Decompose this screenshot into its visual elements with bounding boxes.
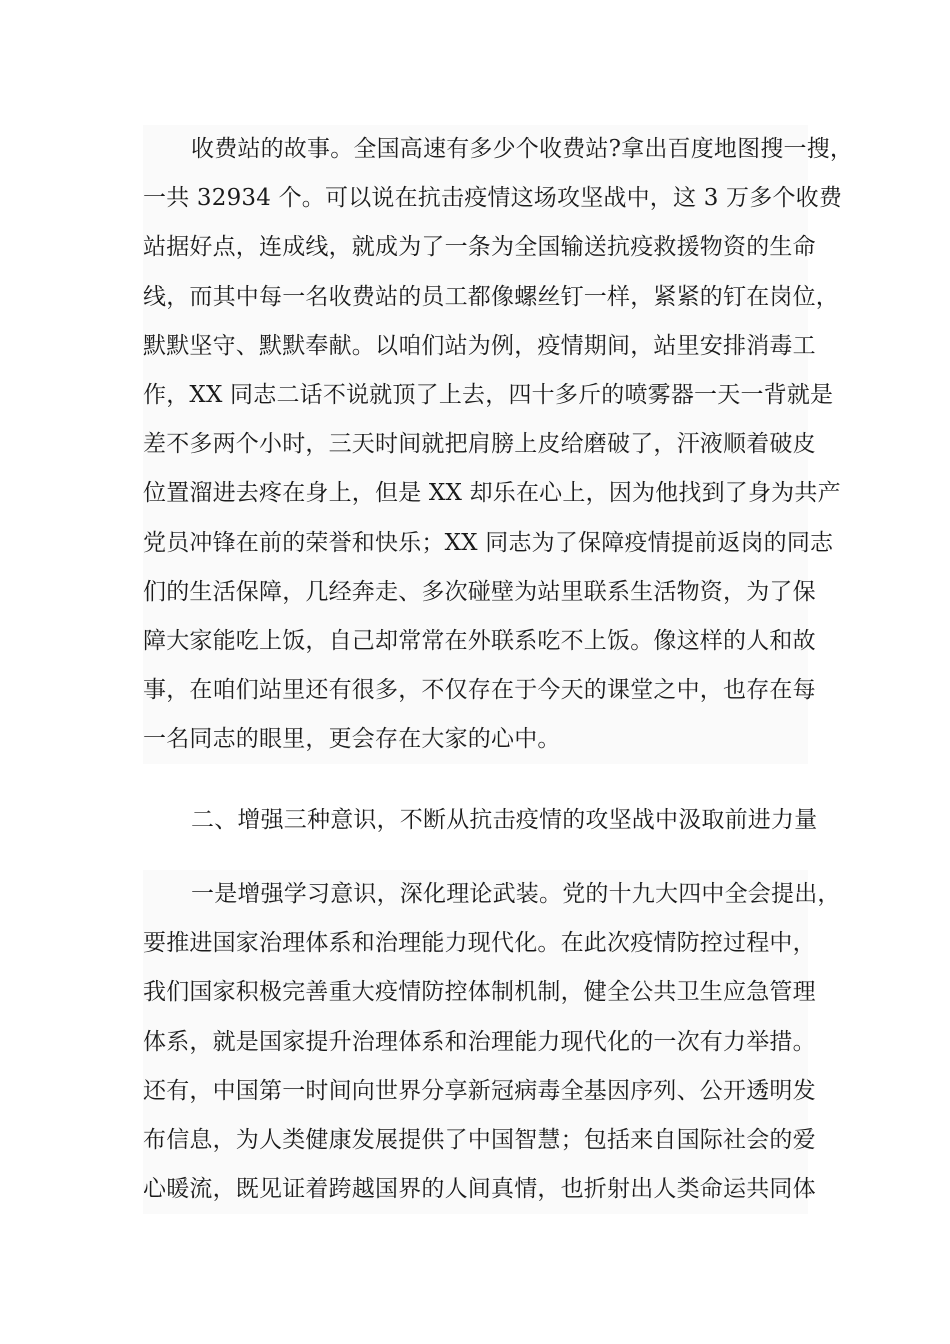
text-line: 我们国家积极完善重大疫情防控体制机制，健全公共卫生应急管理 [143,979,816,1006]
text-line: 位置溜进去疼在身上，但是 XX 却乐在心上，因为他找到了身为共产 [143,480,841,507]
text-line: 作，XX 同志二话不说就顶了上去，四十多斤的喷雾器一天一背就是 [143,381,834,408]
text-line: 差不多两个小时，三天时间就把肩膀上皮给磨破了，汗液顺着破皮 [143,431,816,458]
text-line: 障大家能吃上饭，自己却常常在外联系吃不上饭。像这样的人和故 [143,627,816,654]
section-heading-text: 二、增强三种意识，不断从抗击疫情的攻坚战中汲取前进力量 [191,807,818,833]
text-line: 布信息，为人类健康发展提供了中国智慧；包括来自国际社会的爱 [143,1126,816,1153]
text-line: 一是增强学习意识，深化理论武装。党的十九大四中全会提出， [191,881,841,907]
text-line: 还有，中国第一时间向世界分享新冠病毒全基因序列、公开透明发 [143,1077,816,1104]
text-line: 事，在咱们站里还有很多，不仅存在于今天的课堂之中，也存在每 [143,677,816,704]
text-line: 党员冲锋在前的荣誉和快乐；XX 同志为了保障疫情提前返岗的同志 [143,529,834,556]
text-line: 要推进国家治理体系和治理能力现代化。在此次疫情防控过程中， [143,930,816,957]
text-line: 一名同志的眼里，更会存在大家的心中。 [143,726,561,753]
text-line: 心暖流，既见证着跨越国界的人间真情，也折射出人类命运共同体 [143,1176,816,1203]
paragraph-learning-awareness [143,870,841,1214]
text-line: 收费站的故事。全国高速有多少个收费站?拿出百度地图搜一搜， [191,136,854,162]
text-line: 站据好点，连成线，就成为了一条为全国输送抗疫救援物资的生命 [143,234,816,261]
text-line: 一共 32934 个。可以说在抗击疫情这场攻坚战中，这 3 万多个收费 [143,185,843,212]
section-heading [143,796,818,845]
text-line: 们的生活保障，几经奔走、多次碰壁为站里联系生活物资，为了保 [143,578,816,605]
text-line: 线，而其中每一名收费站的员工都像螺丝钉一样，紧紧的钉在岗位， [143,283,839,310]
text-line: 体系，就是国家提升治理体系和治理能力现代化的一次有力举措。 [143,1028,816,1055]
paragraph-toll-station-story [143,125,854,764]
text-line: 默默坚守、默默奉献。以咱们站为例，疫情期间，站里安排消毒工 [143,332,816,359]
